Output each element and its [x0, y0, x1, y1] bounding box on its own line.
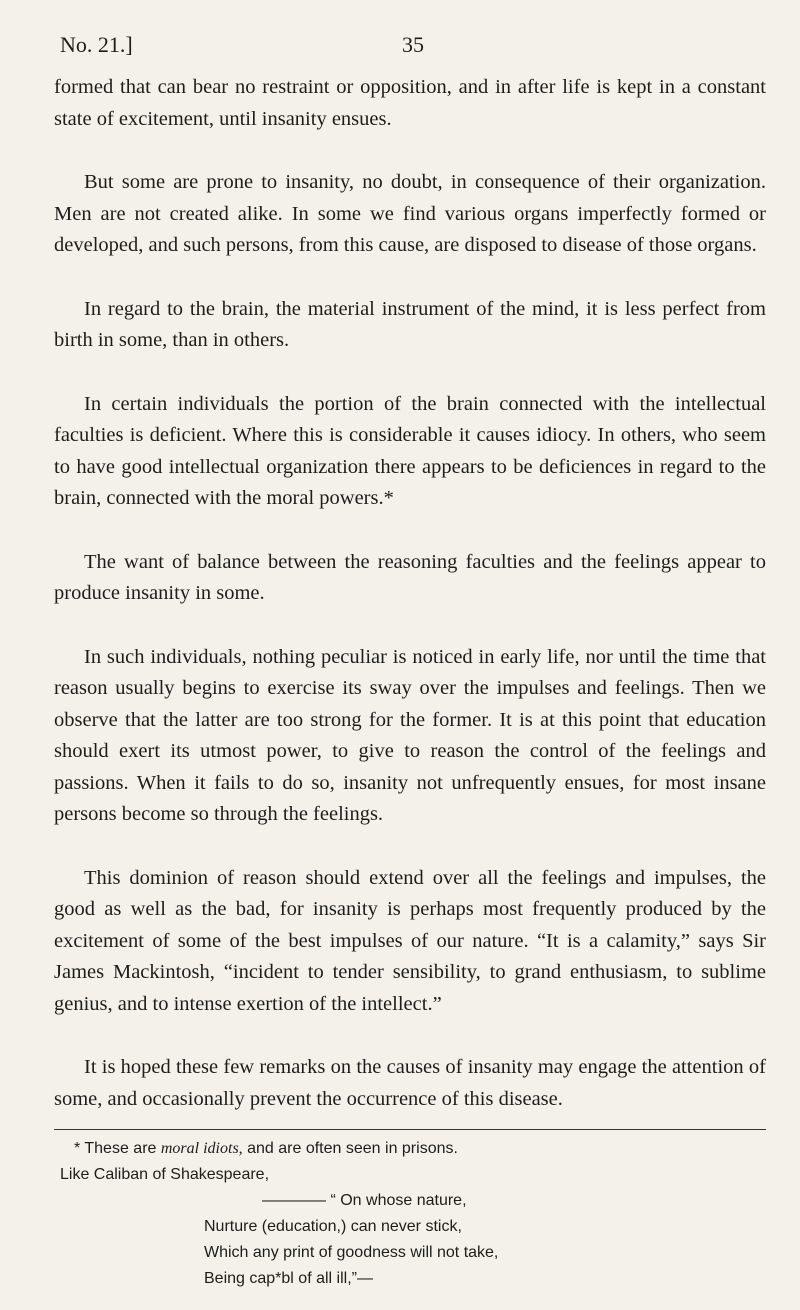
- footnote: [54, 1136, 766, 1292]
- paragraph: formed that can bear no restraint or opposition, and in after life is kept in a constant state of excitement, until insanity ensues.: [54, 76, 766, 130]
- paragraph: In certain individuals the portion of the brain connected with the intellectual faculties is deficient. Where this is considerable it causes idiocy. In others, who seem to have good intellectual organization there appears to be deficiences in regard to the brain, connected with the moral powers.*: [54, 392, 766, 509]
- footnote-verse-3: Which any print of goodness will not take,: [204, 1244, 499, 1261]
- paragraph: But some are prone to insanity, no doubt, in consequence of their organization. Men are not created alike. In some we find various organs imperfectly formed or developed, and such persons, from this cause, are disposed to disease of those organs.: [54, 171, 766, 256]
- footnote-rest: and are often seen in prisons.: [247, 1140, 458, 1157]
- footnote-verse-1: ———— “ On whose nature,: [262, 1192, 467, 1209]
- footnote-verse-2: Nurture (education,) can never stick,: [204, 1218, 462, 1235]
- footnote-divider: [54, 1129, 766, 1130]
- paragraph: It is hoped these few remarks on the causes of insanity may engage the attention of some, and occasionally prevent the occurrence of this disease.: [54, 1056, 766, 1110]
- footnote-marker: * These are: [74, 1140, 157, 1157]
- footnote-verse-4: Being cap*bl of all ill,”—: [204, 1270, 373, 1287]
- paragraph: The want of balance between the reasoning faculties and the feelings appear to produce insanity in some.: [54, 550, 766, 604]
- paragraph: In regard to the brain, the material instrument of the mind, it is less perfect from birth in some, than in others.: [54, 297, 766, 351]
- paragraph: In such individuals, nothing peculiar is noticed in early life, nor until the time that reason usually begins to exercise its sway over the impulses and feelings. Then we observe that the latter are too strong for the former. It is at this point that education should exert its utmost power, to give to reason the control of the feelings and passions. When it fails to do so, insanity not unfrequently ensues, for most insane persons become so through the feelings.: [54, 645, 766, 825]
- document-page: [54, 22, 766, 1292]
- page-number: 35: [402, 32, 424, 57]
- footnote-line-1: [54, 1136, 766, 1162]
- running-header: [54, 22, 766, 72]
- footnote-line-2: Like Caliban of Shakespeare,: [60, 1166, 270, 1183]
- paragraph: This dominion of reason should extend over all the feelings and impulses, the good as well as the bad, for insanity is perhaps most frequently produced by the excitement of some of the best impulses of our nature. “It is a calamity,” says Sir James Mackintosh, “incident to tender sensibility, to grand enthusiasm, to sublime genius, and to intense exertion of the intellect.”: [54, 866, 766, 1015]
- footnote-italic: moral idiots,: [160, 1140, 243, 1157]
- issue-number: No. 21.]: [60, 32, 133, 57]
- body-text: [54, 72, 766, 1115]
